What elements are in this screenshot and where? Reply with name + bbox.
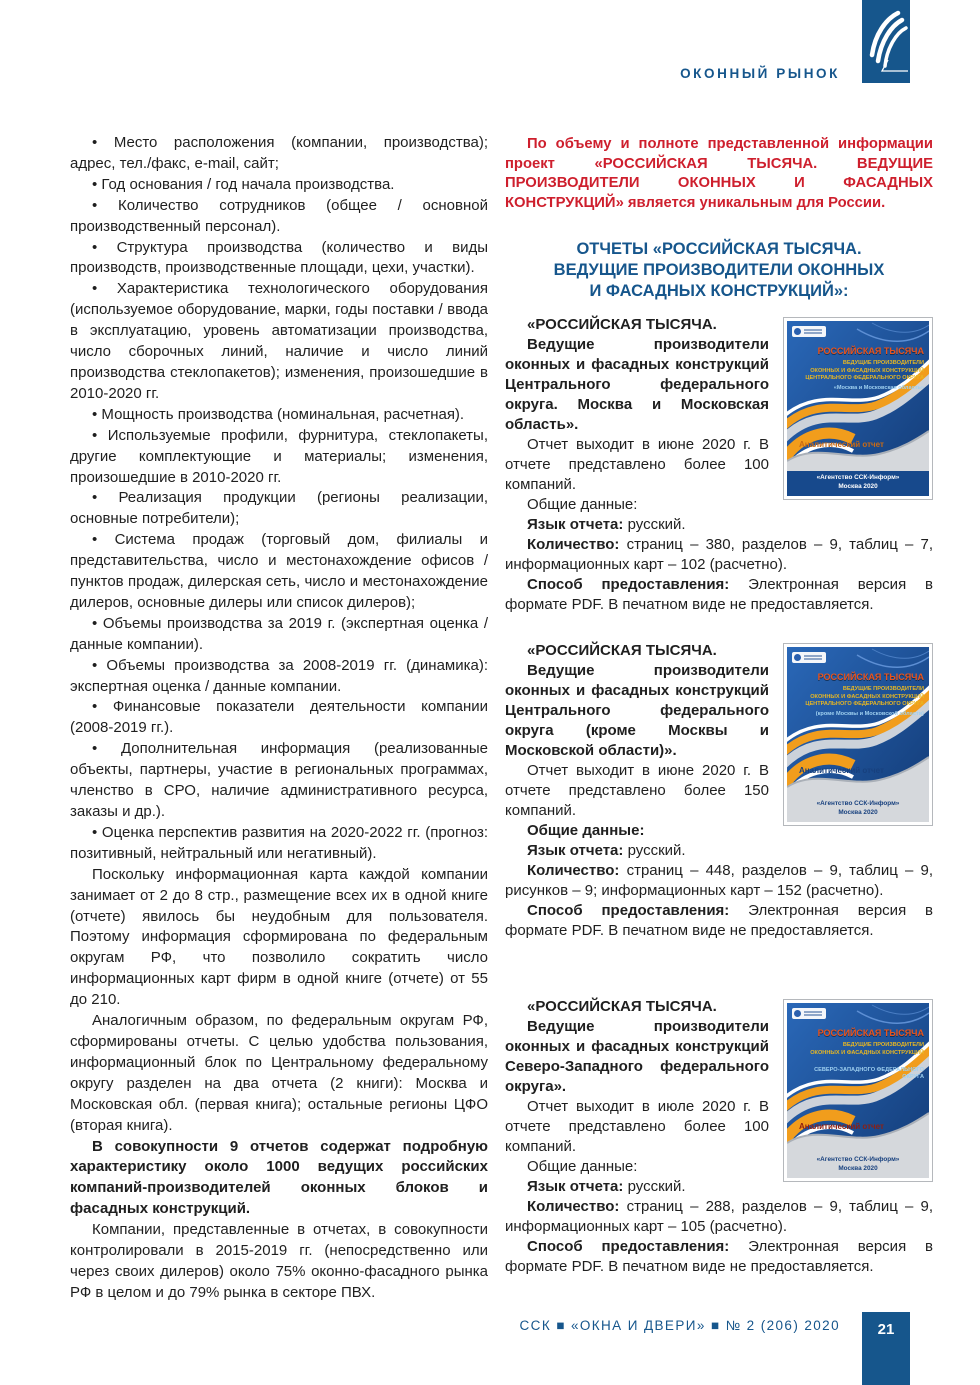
book-cover [783,317,933,500]
cover-publisher: «Агентство ССК-Информ» Москва 2020 [816,474,900,490]
report-title-line: «РОССИЙСКАЯ ТЫСЯЧА. [527,316,717,334]
left-column-paragraph: • Количество сотрудников (общее / основной производственный персонал). [70,196,488,235]
cover-report-type: Аналитический отчет [799,1122,884,1132]
agency-logo-icon [792,326,826,337]
right-column [505,133,933,1277]
left-column-paragraph: • Место расположения (компании, производства); адрес, тел./факс, e-mail, сайт; [70,134,488,172]
page-title: ОКОННЫЙ РЫНОК [680,66,840,81]
magazine-logo-icon [862,0,910,83]
cover-region-line: «Москва и Московская область» [833,385,924,392]
report-release: Отчет выходит в июле 2020 г. В отчете представлено более 100 компаний. [505,1098,769,1156]
report-title-rest: Ведущие производители оконных и фасадных конструкций Центрального федерального округа (кроме Москвы и Московской области)». [505,662,769,760]
left-column-paragraph: • Год основания / год начала производства. [92,175,395,193]
cover-title: РОССИЙСКАЯ ТЫСЯЧА [817,346,924,357]
reports-heading [505,239,933,302]
left-column-paragraph: • Объемы производства за 2019 г. (экспертная оценка / данные компании). [70,614,488,653]
cover-report-type: Аналитический отчет [799,440,884,450]
book-cover-text [787,1003,929,1178]
reports-heading-line: ВЕДУЩИЕ ПРОИЗВОДИТЕЛИ ОКОННЫХ [553,261,885,280]
left-column-paragraph: • Объемы производства за 2008-2019 гг. (динамика): экспертная оценка / данные компании. [70,656,488,695]
left-column-paragraph: • Дополнительная информация (реализованные объекты, партнеры, участие в региональных программах, членство в СРО, наличие административного ресурса, заказы и др.). [70,740,488,820]
cover-report-type: Аналитический отчет [799,766,884,776]
book-cover-text [787,321,929,496]
report-title-line: «РОССИЙСКАЯ ТЫСЯЧА. [527,642,717,660]
left-column-paragraph: • Используемые профили, фурнитура, стеклопакеты, другие комплектующие и материалы; изменения, произошедшие в 2010-2020 гг. [70,426,488,486]
journal-footer-line: ССК ■ «ОКНА И ДВЕРИ» ■ № 2 (206) 2020 [519,1318,840,1333]
cover-subtitle: ВЕДУЩИЕ ПРОИЗВОДИТЕЛИ ОКОННЫХ И ФАСАДНЫХ КОНСТРУКЦИЙ ЦЕНТРАЛЬНОГО ФЕДЕРАЛЬНОГО ОКРУГА [805,686,924,707]
cover-subtitle: ВЕДУЩИЕ ПРОИЗВОДИТЕЛИ ОКОННЫХ И ФАСАДНЫХ КОНСТРУКЦИЙ [810,1042,924,1056]
feather-logo-icon [862,0,910,83]
page-number-badge: 21 [862,1312,910,1385]
agency-logo-icon [792,652,826,663]
agency-logo-icon [792,1008,826,1019]
report-release: Отчет выходит в июне 2020 г. В отчете представлено более 150 компаний. [505,762,769,820]
left-column-paragraph: • Мощность производства (номинальная, расчетная). [92,405,465,423]
report-general-label: Общие данные: [527,1158,638,1176]
left-column-paragraph: Поскольку информационная карта каждой компании занимает от 2 до 8 стр., размещение всех их в одной книге (отчете) явилось бы неудобным для пользователя. Поэтому информация сформирована по федеральным округам РФ, что позволило сократить число информационных карт фирм в одной книге (отчете) от 55 до 210. [70,865,488,1009]
report-delivery: Способ предоставления: Электронная версия в формате PDF. В печатном виде не предоставляется. [505,576,934,614]
report-language: Язык отчета: русский. [527,1178,686,1196]
reports-heading-line: ОТЧЕТЫ «РОССИЙСКАЯ ТЫСЯЧА. [576,240,862,259]
cover-title: РОССИЙСКАЯ ТЫСЯЧА [817,1028,924,1039]
left-column-paragraph: • Оценка перспектив развития на 2020-2022 гг. (прогноз: позитивный, нейтральный или негативный). [70,823,488,862]
report-delivery: Способ предоставления: Электронная версия в формате PDF. В печатном виде не предоставляется. [505,1238,934,1276]
report-language: Язык отчета: русский. [527,842,686,860]
report-general-label: Общие данные: [527,822,645,840]
reports-heading-line: И ФАСАДНЫХ КОНСТРУКЦИЙ»: [589,282,849,301]
cover-publisher: «Агентство ССК-Информ» Москва 2020 [816,1156,900,1172]
report-language: Язык отчета: русский. [527,516,686,534]
report-general-label: Общие данные: [527,496,638,514]
cover-publisher: «Агентство ССК-Информ» Москва 2020 [816,800,900,816]
left-column-paragraph: Аналогичным образом, по федеральным округам РФ, сформированы отчеты. С целью удобства пользования, информационный блок по Центральному федеральному округу разделен на два отчета (2 книги): Москва и Московская обл. (первая книга); остальные регионы ЦФО (вторая книга). [70,1012,488,1134]
left-column-paragraph: • Характеристика технологического оборудования (используемое оборудование, марки, годы поставки / ввода в эксплуатацию, уровень автоматизации производства, число сборочных линий, наличие и число линий производства стеклопакетов); изменения, произошедшие в 2010-2020 гг. [70,280,488,402]
report-count: Количество: страниц – 288, разделов – 9, таблиц – 9, информационных карт – 105 (расчетно). [505,1198,934,1236]
left-column-paragraph: • Реализация продукции (регионы реализации, основные потребители); [70,489,488,528]
left-column-paragraph: В совокупности 9 отчетов содержат подробную характеристику около 1000 ведущих российских компаний-производителей оконных блоков и фасадных конструкций. [70,1137,488,1218]
left-column-paragraph: • Система продаж (торговый дом, филиалы и представительства, число и местонахождение офисов / пунктов продаж, дилерская сеть, число и местонахождение дилеров, основные дилеры или список дилеров); [70,531,488,611]
report-release: Отчет выходит в июне 2020 г. В отчете представлено более 100 компаний. [505,436,769,494]
report-title-rest: Ведущие производители оконных и фасадных конструкций Центрального федерального округа. Москва и Московская область». [505,336,769,434]
report-count: Количество: страниц – 448, разделов – 9, таблиц – 9, рисунков – 9; информационных карт – 152 (расчетно). [505,862,934,900]
book-cover-text [787,647,929,822]
report-count: Количество: страниц – 380, разделов – 9, таблиц – 7, информационных карт – 102 (расчетно). [505,536,934,574]
book-cover [783,999,933,1182]
left-column-paragraph: • Финансовые показатели деятельности компании (2008-2019 гг.). [70,698,488,737]
left-column-paragraph: Компании, представленные в отчетах, в совокупности контролировали в 2015-2019 гг. (непосредственно или через своих дилеров) около 75% оконно-фасадного рынка РФ в целом и до 79% рынка в секторе ПВХ. [70,1221,488,1301]
report-section-cfo-moscow [505,315,933,615]
cover-region-line: (кроме Москвы и Московской области) [815,711,924,718]
left-column-paragraph: • Структура производства (количество и виды производств, производственные площади, цехи, участки). [70,238,488,277]
book-cover [783,643,933,826]
cover-subtitle: ВЕДУЩИЕ ПРОИЗВОДИТЕЛИ ОКОННЫХ И ФАСАДНЫХ КОНСТРУКЦИЙ ЦЕНТРАЛЬНОГО ФЕДЕРАЛЬНОГО ОКРУГА [805,360,924,381]
report-section-szfo [505,997,933,1277]
report-title-line: «РОССИЙСКАЯ ТЫСЯЧА. [527,998,717,1016]
cover-region-line: СЕВЕРО-ЗАПАДНОГО ФЕДЕРАЛЬНОГО ОКРУГА [814,1067,924,1081]
intro-highlight-text: По объему и полноте представленной информации проект «РОССИЙСКАЯ ТЫСЯЧА. ВЕДУЩИЕ ПРОИЗВОДИТЕЛИ ОКОННЫХ И ФАСАДНЫХ КОНСТРУКЦИЙ» является уникальным для России. [505,136,933,211]
report-title-rest: Ведущие производители оконных и фасадных конструкций Северо-Западного федерального округа». [505,1018,769,1096]
left-column [70,133,488,1304]
report-section-cfo-other [505,641,933,941]
report-delivery: Способ предоставления: Электронная версия в формате PDF. В печатном виде не предоставляется. [505,902,934,940]
cover-title: РОССИЙСКАЯ ТЫСЯЧА [817,672,924,683]
